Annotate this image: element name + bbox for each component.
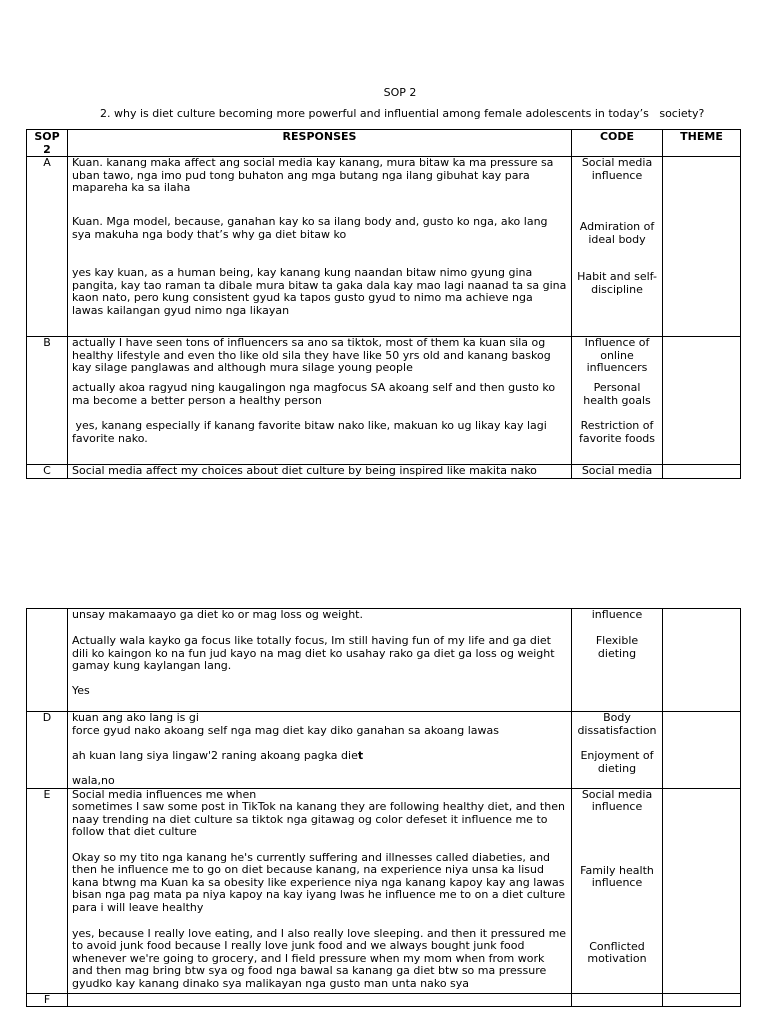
theme-cell [663,609,741,712]
code-label: Family health influence [580,863,654,890]
response-text: kuan ang ako lang is gi force gyud nako akoang self nga mag diet kay diko ganahan sa akoang lawas [72,711,500,737]
code-label: Conflicted motivation [587,939,647,966]
theme-cell [663,157,741,337]
table-row-e [27,788,741,993]
theme-cell [663,712,741,789]
responses-cell [68,157,572,337]
sop-cell: B [27,337,68,465]
code-cell [572,157,663,337]
responses-cell [68,788,572,993]
responses-cell [68,993,572,1007]
response-text: Social media influences me when sometimes I saw some post in TikTok na kanang they are following healthy diet, and then naay trending na diet culture sa tiktok nga gitawag og color defeset it influence me to follow that diet culture [72,787,565,839]
header-responses: RESPONSES [68,130,572,157]
response-text: actually I have seen tons of influencers sa ano sa tiktok, most of them ka kuan sila og healthy lifestyle and even tho like old sila they have like 50 yrs old and kanang baskog kay silage panglawas and although mura silage young people [72,336,555,375]
code-label: Flexible dieting [595,634,639,660]
code-label: Personal health goals [583,381,651,407]
responses-cell [68,465,572,479]
response-text: Actually wala kayko ga focus like totally focus, Im still having fun of my life and ga diet dili ko kaingon ko na fun jud kayo na mag diet ko usahay rako ga diet ga loss og weight gamay kung kaylangan lang. [72,634,559,673]
sop-cell: C [27,465,68,479]
code-label: Influence of online influencers [584,336,650,375]
responses-cell [68,337,572,465]
responses-table-page-2 [26,608,741,1007]
research-question: 2. why is diet culture becoming more powerful and influential among female adolescents in today’s society? [100,107,705,120]
sop-cell [27,609,68,712]
table-row-b [27,337,741,465]
response-text [72,750,567,775]
code-cell [572,993,663,1007]
response-text: Kuan. kanang maka affect ang social media kay kanang, mura bitaw ka ma pressure sa uban tawo, nga imo pud tong buhaton ang mga butang nga ilang gibuhat kay para mapareha ka sa ilaha [72,156,557,195]
response-text: wala,no [72,774,115,787]
responses-table-page-1 [26,129,741,479]
response-text: yes kay kuan, as a human being, kay kanang kung naandan bitaw nimo gyung gina pangita, kay tao raman ta dibale mura bitaw ta gaka dala kay mao lagi naanad ta sa gina kaon nato, pero kung consistent gyud ka tapos gusto gyud to nimo ma achieve nga lawas kailangan gyud nimo nga likayan [72,266,570,317]
code-label: Habit and self-discipline [577,270,657,296]
response-text: Social media affect my choices about diet culture by being inspired like makita nako [72,464,537,478]
responses-cell [68,609,572,712]
sop-cell: E [27,788,68,993]
response-text: yes, because I really love eating, and I also really love sleeping. and then it pressured me to avoid junk food because I really love junk food and we always bought junk food whenever we're going to grocery, and I field pressure when my mom when from work and then mag bring btw sya og food nga bawal sa kanang ga diet btw so ma pressure gyudko kay kanang dinako sya malikayan nga gusto man unta nako sya [72,926,570,990]
response-text-bold-part: t [357,749,364,762]
theme-cell [663,993,741,1007]
sop-cell: A [27,157,68,337]
response-text-part: ah kuan lang siya lingaw'2 raning akoang pagka die [72,749,358,762]
code-cell [572,712,663,789]
table-row-c [27,465,741,479]
header-theme: THEME [663,130,741,157]
table-row-f [27,993,741,1007]
theme-cell [663,337,741,465]
table-header-row [27,130,741,157]
response-text: unsay makamaayo ga diet ko or mag loss og weight. [72,608,363,621]
response-text: actually akoa ragyud ning kaugalingon nga magfocus SA akoang self and then gusto ko ma become a better person a healthy person [72,381,559,407]
code-cell [572,609,663,712]
code-label: Admiration of ideal body [579,220,655,246]
response-text: Okay so my tito nga kanang he's currently suffering and illnesses called diabeties, and then he influence me to go on diet because kanang, na experience niya unsa ka lisud kana btwng ma Kuan ka sa obesity like experience niya nga kanang kapoy kay ang lawas bisan nga pag mata pa niya kapoy na kay iyang lwas he influence me to on a diet culture para i will leave healthy [72,850,569,914]
code-label: Social media influence [581,787,653,814]
code-label: influence [591,608,643,621]
header-sop: SOP 2 [27,130,68,157]
response-text: yes, kanang especially if kanang favorite bitaw nako like, makuan ko ug likay kay lagi favorite nako. [72,419,551,445]
document-title: SOP 2 [383,86,417,99]
code-label: Body dissatisfaction [577,711,657,737]
table-row-c-continued [27,609,741,712]
code-label: Social media [581,464,653,478]
response-text: Kuan. Mga model, because, ganahan kay ko sa ilang body and, gusto ko nga, ako lang sya makuha nga body that’s why ga diet bitaw ko [72,215,552,241]
table-row-a [27,157,741,337]
code-cell [572,788,663,993]
header-code: CODE [572,130,663,157]
table-row-d [27,712,741,789]
code-cell [572,465,663,479]
theme-cell [663,788,741,993]
code-cell [572,337,663,465]
sop-cell: D [27,712,68,789]
sop-cell: F [27,993,68,1007]
response-text: Yes [72,684,90,697]
code-label: Social media influence [581,156,653,182]
responses-cell [68,712,572,789]
code-label: Restriction of favorite foods [578,419,656,445]
theme-cell [663,465,741,479]
code-label: Enjoyment of dieting [580,749,654,775]
